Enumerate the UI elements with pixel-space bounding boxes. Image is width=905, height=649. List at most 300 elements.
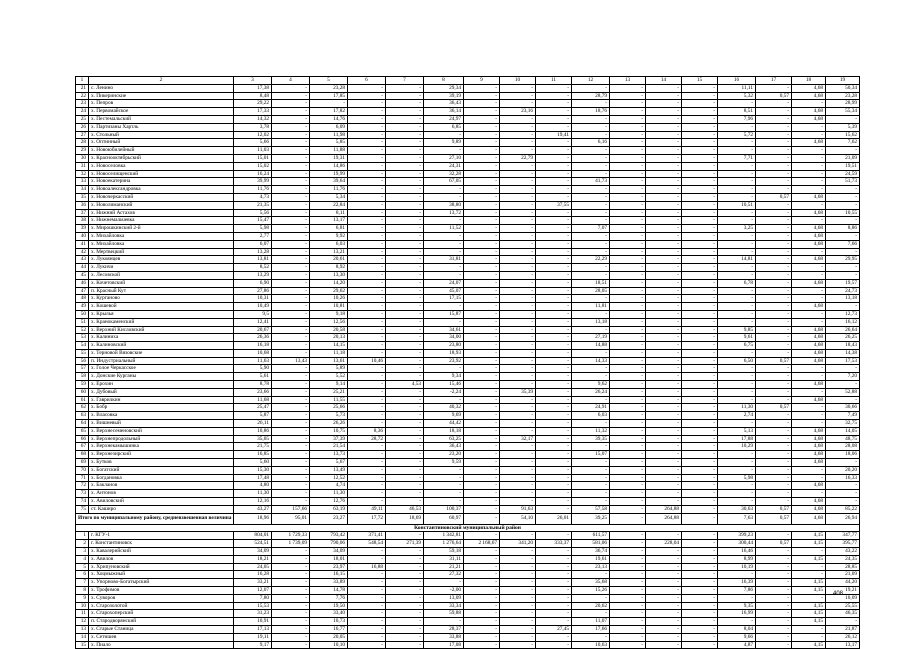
table-row — [76, 217, 860, 225]
settlement-name-cell: х. Бобр — [89, 404, 234, 412]
value-cell: 6,90 — [234, 279, 272, 287]
value-cell: - — [272, 115, 310, 123]
value-cell: - — [500, 420, 536, 428]
value-cell: - — [536, 594, 572, 602]
value-cell: - — [464, 240, 500, 248]
value-cell: - — [386, 466, 424, 474]
value-cell: - — [646, 594, 682, 602]
value-cell: - — [610, 186, 646, 194]
value-cell: - — [348, 178, 386, 186]
settlement-name-cell: х. Калиновский — [89, 342, 234, 350]
value-cell: - — [682, 548, 718, 556]
value-cell: - — [646, 178, 682, 186]
value-cell: - — [646, 162, 682, 170]
total-value-cell: 264,88 — [646, 513, 682, 524]
column-header-cell: 8 — [424, 77, 464, 85]
value-cell: - — [500, 412, 536, 420]
value-cell: - — [610, 349, 646, 357]
value-cell: - — [386, 131, 424, 139]
value-cell: - — [386, 365, 424, 373]
settlement-name-cell: х. Лукоянцев — [89, 256, 234, 264]
value-cell: 10,26 — [310, 295, 348, 303]
value-cell: 14,76 — [310, 115, 348, 123]
value-cell: - — [610, 115, 646, 123]
value-cell: - — [572, 240, 610, 248]
column-header-cell: 11 — [536, 77, 572, 85]
table-row — [76, 505, 860, 513]
value-cell: - — [272, 201, 310, 209]
value-cell: - — [500, 334, 536, 342]
value-cell: - — [386, 108, 424, 116]
value-cell: 9,35 — [718, 602, 756, 610]
value-cell: - — [682, 326, 718, 334]
value-cell: - — [682, 466, 718, 474]
value-cell: - — [536, 435, 572, 443]
value-cell: 26,36 — [234, 334, 272, 342]
value-cell: - — [272, 349, 310, 357]
value-cell: - — [464, 443, 500, 451]
value-cell: - — [610, 412, 646, 420]
value-cell: - — [464, 571, 500, 579]
value-cell: 27,32 — [424, 571, 464, 579]
value-cell: - — [610, 427, 646, 435]
value-cell: - — [464, 610, 500, 618]
value-cell: - — [646, 381, 682, 389]
value-cell: - — [572, 498, 610, 506]
value-cell: - — [646, 357, 682, 365]
value-cell: - — [386, 563, 424, 571]
value-cell: - — [464, 279, 500, 287]
value-cell: - — [386, 209, 424, 217]
value-cell: - — [646, 571, 682, 579]
value-cell: - — [272, 240, 310, 248]
value-cell: - — [500, 279, 536, 287]
value-cell: - — [272, 100, 310, 108]
value-cell: - — [348, 466, 386, 474]
value-cell: 10,68 — [234, 349, 272, 357]
value-cell: 5,39 — [826, 123, 860, 131]
value-cell: 0,57 — [756, 540, 792, 548]
table-row — [76, 420, 860, 428]
value-cell: 21,09 — [826, 571, 860, 579]
table-row — [76, 618, 860, 626]
value-cell: - — [536, 310, 572, 318]
value-cell: 20,67 — [234, 326, 272, 334]
value-cell: 33,21 — [234, 579, 272, 587]
value-cell: - — [348, 381, 386, 389]
value-cell: - — [646, 498, 682, 506]
value-cell: - — [756, 482, 792, 490]
table-row — [76, 264, 860, 272]
value-cell: 18,21 — [234, 555, 272, 563]
value-cell: 4,68 — [792, 443, 826, 451]
value-cell: 24,35 — [826, 555, 860, 563]
value-cell: - — [386, 84, 424, 92]
value-cell: - — [272, 427, 310, 435]
value-cell: 39,35 — [572, 435, 610, 443]
total-label: Итого по муниципальному району, средневзвешенная величина — [76, 513, 234, 524]
settlement-name-cell: х. Хоцмыжный — [89, 571, 234, 579]
value-cell: - — [386, 474, 424, 482]
value-cell: - — [682, 357, 718, 365]
value-cell: 27,19 — [572, 334, 610, 342]
value-cell: 51,73 — [826, 178, 860, 186]
total-value-cell: 18,96 — [234, 513, 272, 524]
row-number-cell: 30 — [76, 154, 89, 162]
value-cell: - — [572, 100, 610, 108]
value-cell: - — [572, 633, 610, 641]
table-row — [76, 365, 860, 373]
value-cell: - — [572, 459, 610, 467]
value-cell: - — [536, 264, 572, 272]
value-cell: 11,76 — [310, 186, 348, 194]
page-number: 408 — [833, 591, 844, 597]
value-cell: - — [610, 310, 646, 318]
value-cell: - — [610, 170, 646, 178]
value-cell: - — [756, 633, 792, 641]
value-cell: - — [272, 633, 310, 641]
row-number-cell: 23 — [76, 100, 89, 108]
row-number-cell: 57 — [76, 365, 89, 373]
value-cell: 29,95 — [826, 256, 860, 264]
value-cell: 28,99 — [826, 100, 860, 108]
value-cell: - — [646, 443, 682, 451]
value-cell: 5,61 — [234, 373, 272, 381]
value-cell: 43,22 — [826, 548, 860, 556]
value-cell: 11,11 — [718, 84, 756, 92]
value-cell: - — [272, 326, 310, 334]
value-cell: - — [756, 170, 792, 178]
total-value-cell: 26,94 — [826, 513, 860, 524]
table-row — [76, 154, 860, 162]
value-cell: - — [348, 490, 386, 498]
value-cell: 26,11 — [234, 420, 272, 428]
value-cell: - — [386, 310, 424, 318]
value-cell: - — [610, 201, 646, 209]
row-number-cell: 14 — [76, 633, 89, 641]
settlement-name-cell: х. Михайловка — [89, 232, 234, 240]
value-cell: - — [682, 532, 718, 540]
row-number-cell: 26 — [76, 123, 89, 131]
value-cell: 4,68 — [792, 303, 826, 311]
value-cell: - — [272, 396, 310, 404]
value-cell: - — [464, 123, 500, 131]
value-cell: 85,22 — [826, 505, 860, 513]
value-cell: - — [272, 131, 310, 139]
value-cell: 33,40 — [310, 610, 348, 618]
value-cell: - — [424, 232, 464, 240]
value-cell: 34,09 — [310, 548, 348, 556]
value-cell: 5,72 — [718, 131, 756, 139]
value-cell: - — [386, 279, 424, 287]
row-number-cell: 3 — [76, 548, 89, 556]
settlement-name-cell: с. Ленино — [89, 84, 234, 92]
value-cell: 11,88 — [310, 147, 348, 155]
value-cell: 4,68 — [792, 240, 826, 248]
value-cell: 793,42 — [310, 532, 348, 540]
value-cell: - — [572, 420, 610, 428]
column-header-cell: 9 — [464, 77, 500, 85]
value-cell: - — [756, 84, 792, 92]
value-cell: 11,30 — [718, 404, 756, 412]
value-cell: 26,25 — [826, 334, 860, 342]
value-cell: 5,60 — [234, 459, 272, 467]
value-cell: - — [536, 326, 572, 334]
table-row — [76, 256, 860, 264]
settlement-name-cell: х. Вишневый — [89, 420, 234, 428]
value-cell: - — [500, 162, 536, 170]
value-cell: - — [272, 381, 310, 389]
value-cell: 2,74 — [718, 412, 756, 420]
settlement-name-cell: х. Авилов — [89, 555, 234, 563]
value-cell: - — [500, 217, 536, 225]
value-cell: - — [682, 342, 718, 350]
value-cell: - — [536, 427, 572, 435]
value-cell: - — [536, 532, 572, 540]
value-cell: 19,51 — [826, 162, 860, 170]
value-cell: - — [310, 100, 348, 108]
value-cell: 4,15 — [792, 579, 826, 587]
value-cell: - — [682, 633, 718, 641]
value-cell: 4,15 — [792, 618, 826, 626]
table-row — [76, 139, 860, 147]
value-cell: - — [682, 563, 718, 571]
value-cell: 16,24 — [234, 170, 272, 178]
value-cell: 4,68 — [792, 334, 826, 342]
value-cell: - — [610, 248, 646, 256]
value-cell: - — [348, 248, 386, 256]
value-cell: 15,47 — [234, 217, 272, 225]
value-cell: 34,09 — [234, 548, 272, 556]
table-row — [76, 381, 860, 389]
settlement-name-cell: х. Старохоперский — [89, 610, 234, 618]
value-cell: - — [500, 84, 536, 92]
settlement-name-cell: х. Ерохин — [89, 381, 234, 389]
value-cell: - — [424, 217, 464, 225]
table-row — [76, 170, 860, 178]
value-cell: - — [756, 264, 792, 272]
value-cell: - — [386, 571, 424, 579]
value-cell: - — [348, 602, 386, 610]
value-cell: - — [536, 587, 572, 595]
row-number-cell: 47 — [76, 287, 89, 295]
value-cell: - — [464, 412, 500, 420]
value-cell: 11,32 — [572, 427, 610, 435]
value-cell: - — [272, 490, 310, 498]
value-cell: - — [386, 555, 424, 563]
value-cell: 63,19 — [310, 505, 348, 513]
value-cell: - — [718, 100, 756, 108]
value-cell: - — [718, 420, 756, 428]
value-cell: 28,85 — [826, 563, 860, 571]
value-cell: - — [792, 178, 826, 186]
value-cell: - — [500, 633, 536, 641]
value-cell: 22,84 — [310, 201, 348, 209]
value-cell: - — [386, 396, 424, 404]
value-cell: 4,15 — [792, 610, 826, 618]
value-cell: 28,08 — [826, 443, 860, 451]
value-cell: - — [464, 420, 500, 428]
total-value-cell: 4,68 — [792, 513, 826, 524]
value-cell: - — [272, 170, 310, 178]
value-cell: - — [572, 123, 610, 131]
value-cell: - — [646, 349, 682, 357]
value-cell: 11,63 — [234, 357, 272, 365]
value-cell: - — [682, 115, 718, 123]
value-cell: - — [610, 498, 646, 506]
value-cell: - — [500, 131, 536, 139]
value-cell: 9,59 — [424, 459, 464, 467]
settlement-name-cell: х. Кошевой — [89, 303, 234, 311]
value-cell: - — [348, 279, 386, 287]
value-cell: - — [646, 532, 682, 540]
value-cell: - — [682, 420, 718, 428]
settlement-name-cell: г. КГУ-1 — [89, 532, 234, 540]
value-cell: 17,08 — [424, 641, 464, 649]
value-cell: - — [464, 303, 500, 311]
row-number-cell: 15 — [76, 641, 89, 649]
value-cell: - — [792, 563, 826, 571]
value-cell: - — [386, 602, 424, 610]
settlement-name-cell: х. Богдановка — [89, 474, 234, 482]
value-cell: - — [464, 318, 500, 326]
value-cell: - — [272, 420, 310, 428]
value-cell: - — [682, 404, 718, 412]
value-cell: 10,10 — [310, 641, 348, 649]
value-cell: 13,73 — [310, 451, 348, 459]
value-cell: - — [756, 318, 792, 326]
value-cell: - — [610, 357, 646, 365]
value-cell: 13,28 — [234, 248, 272, 256]
value-cell: - — [500, 225, 536, 233]
value-cell: - — [646, 193, 682, 201]
value-cell: - — [464, 579, 500, 587]
row-number-cell: 50 — [76, 310, 89, 318]
value-cell: - — [464, 271, 500, 279]
value-cell: - — [792, 201, 826, 209]
value-cell: - — [610, 505, 646, 513]
value-cell: - — [682, 451, 718, 459]
value-cell: - — [348, 474, 386, 482]
value-cell: - — [610, 287, 646, 295]
value-cell: - — [646, 365, 682, 373]
value-cell: - — [682, 170, 718, 178]
value-cell: 7,20 — [826, 373, 860, 381]
value-cell: - — [756, 248, 792, 256]
value-cell: - — [610, 474, 646, 482]
value-cell: - — [572, 571, 610, 579]
settlement-name-cell: х. Кавалерийский — [89, 548, 234, 556]
value-cell: 12,02 — [234, 131, 272, 139]
value-cell: - — [718, 162, 756, 170]
value-cell: - — [500, 232, 536, 240]
value-cell: - — [348, 115, 386, 123]
value-cell: 32,28 — [424, 170, 464, 178]
table-row — [76, 548, 860, 556]
value-cell: - — [792, 162, 826, 170]
value-cell: - — [272, 443, 310, 451]
value-cell: - — [464, 178, 500, 186]
value-cell: 2 168,67 — [464, 540, 500, 548]
value-cell: - — [610, 373, 646, 381]
row-number-cell: 63 — [76, 412, 89, 420]
table-row — [76, 641, 860, 649]
value-cell: 4,68 — [792, 349, 826, 357]
value-cell: - — [610, 641, 646, 649]
value-cell: - — [718, 147, 756, 155]
value-cell: - — [424, 490, 464, 498]
value-cell: - — [500, 490, 536, 498]
value-cell: 10,81 — [310, 303, 348, 311]
value-cell: - — [348, 388, 386, 396]
value-cell: - — [272, 264, 310, 272]
value-cell: 7,86 — [718, 587, 756, 595]
section-row — [76, 524, 860, 532]
value-cell: 4,68 — [792, 482, 826, 490]
value-cell: 23,20 — [424, 451, 464, 459]
value-cell: - — [682, 162, 718, 170]
value-cell: - — [272, 459, 310, 467]
value-cell: - — [756, 579, 792, 587]
value-cell: - — [718, 498, 756, 506]
value-cell: 24,05 — [234, 563, 272, 571]
value-cell: - — [718, 482, 756, 490]
value-cell: 44,42 — [424, 420, 464, 428]
value-cell: - — [272, 279, 310, 287]
value-cell: - — [272, 579, 310, 587]
value-cell: 9,34 — [424, 373, 464, 381]
value-cell: - — [272, 186, 310, 194]
value-cell: - — [272, 84, 310, 92]
value-cell: - — [610, 271, 646, 279]
value-cell: 24,73 — [826, 287, 860, 295]
value-cell: - — [536, 388, 572, 396]
value-cell: - — [348, 587, 386, 595]
value-cell: - — [646, 404, 682, 412]
value-cell: 13,49 — [310, 466, 348, 474]
table-row — [76, 498, 860, 506]
value-cell: - — [386, 154, 424, 162]
value-cell: - — [646, 170, 682, 178]
row-number-cell: 2 — [76, 540, 89, 548]
value-cell: - — [500, 404, 536, 412]
value-cell: 3,25 — [718, 225, 756, 233]
value-cell: - — [682, 100, 718, 108]
value-cell: 40,32 — [424, 404, 464, 412]
value-cell: - — [756, 139, 792, 147]
value-cell: - — [610, 396, 646, 404]
value-cell: - — [386, 610, 424, 618]
value-cell: - — [682, 365, 718, 373]
value-cell: 611,57 — [572, 532, 610, 540]
value-cell: - — [536, 373, 572, 381]
value-cell: 4,68 — [792, 451, 826, 459]
value-cell: - — [536, 618, 572, 626]
value-cell: - — [756, 287, 792, 295]
settlement-name-cell: х. Лукичи — [89, 264, 234, 272]
value-cell: 300,44 — [718, 540, 756, 548]
settlement-name-cell: х. Верхнепродольный — [89, 435, 234, 443]
row-number-cell: 40 — [76, 232, 89, 240]
value-cell: - — [424, 303, 464, 311]
value-cell: 17,53 — [826, 357, 860, 365]
value-cell: 10,46 — [348, 357, 386, 365]
total-value-cell: 60,97 — [424, 513, 464, 524]
row-number-cell: 4 — [76, 555, 89, 563]
value-cell: - — [610, 162, 646, 170]
value-cell: 46,35 — [826, 610, 860, 618]
value-cell: - — [610, 342, 646, 350]
